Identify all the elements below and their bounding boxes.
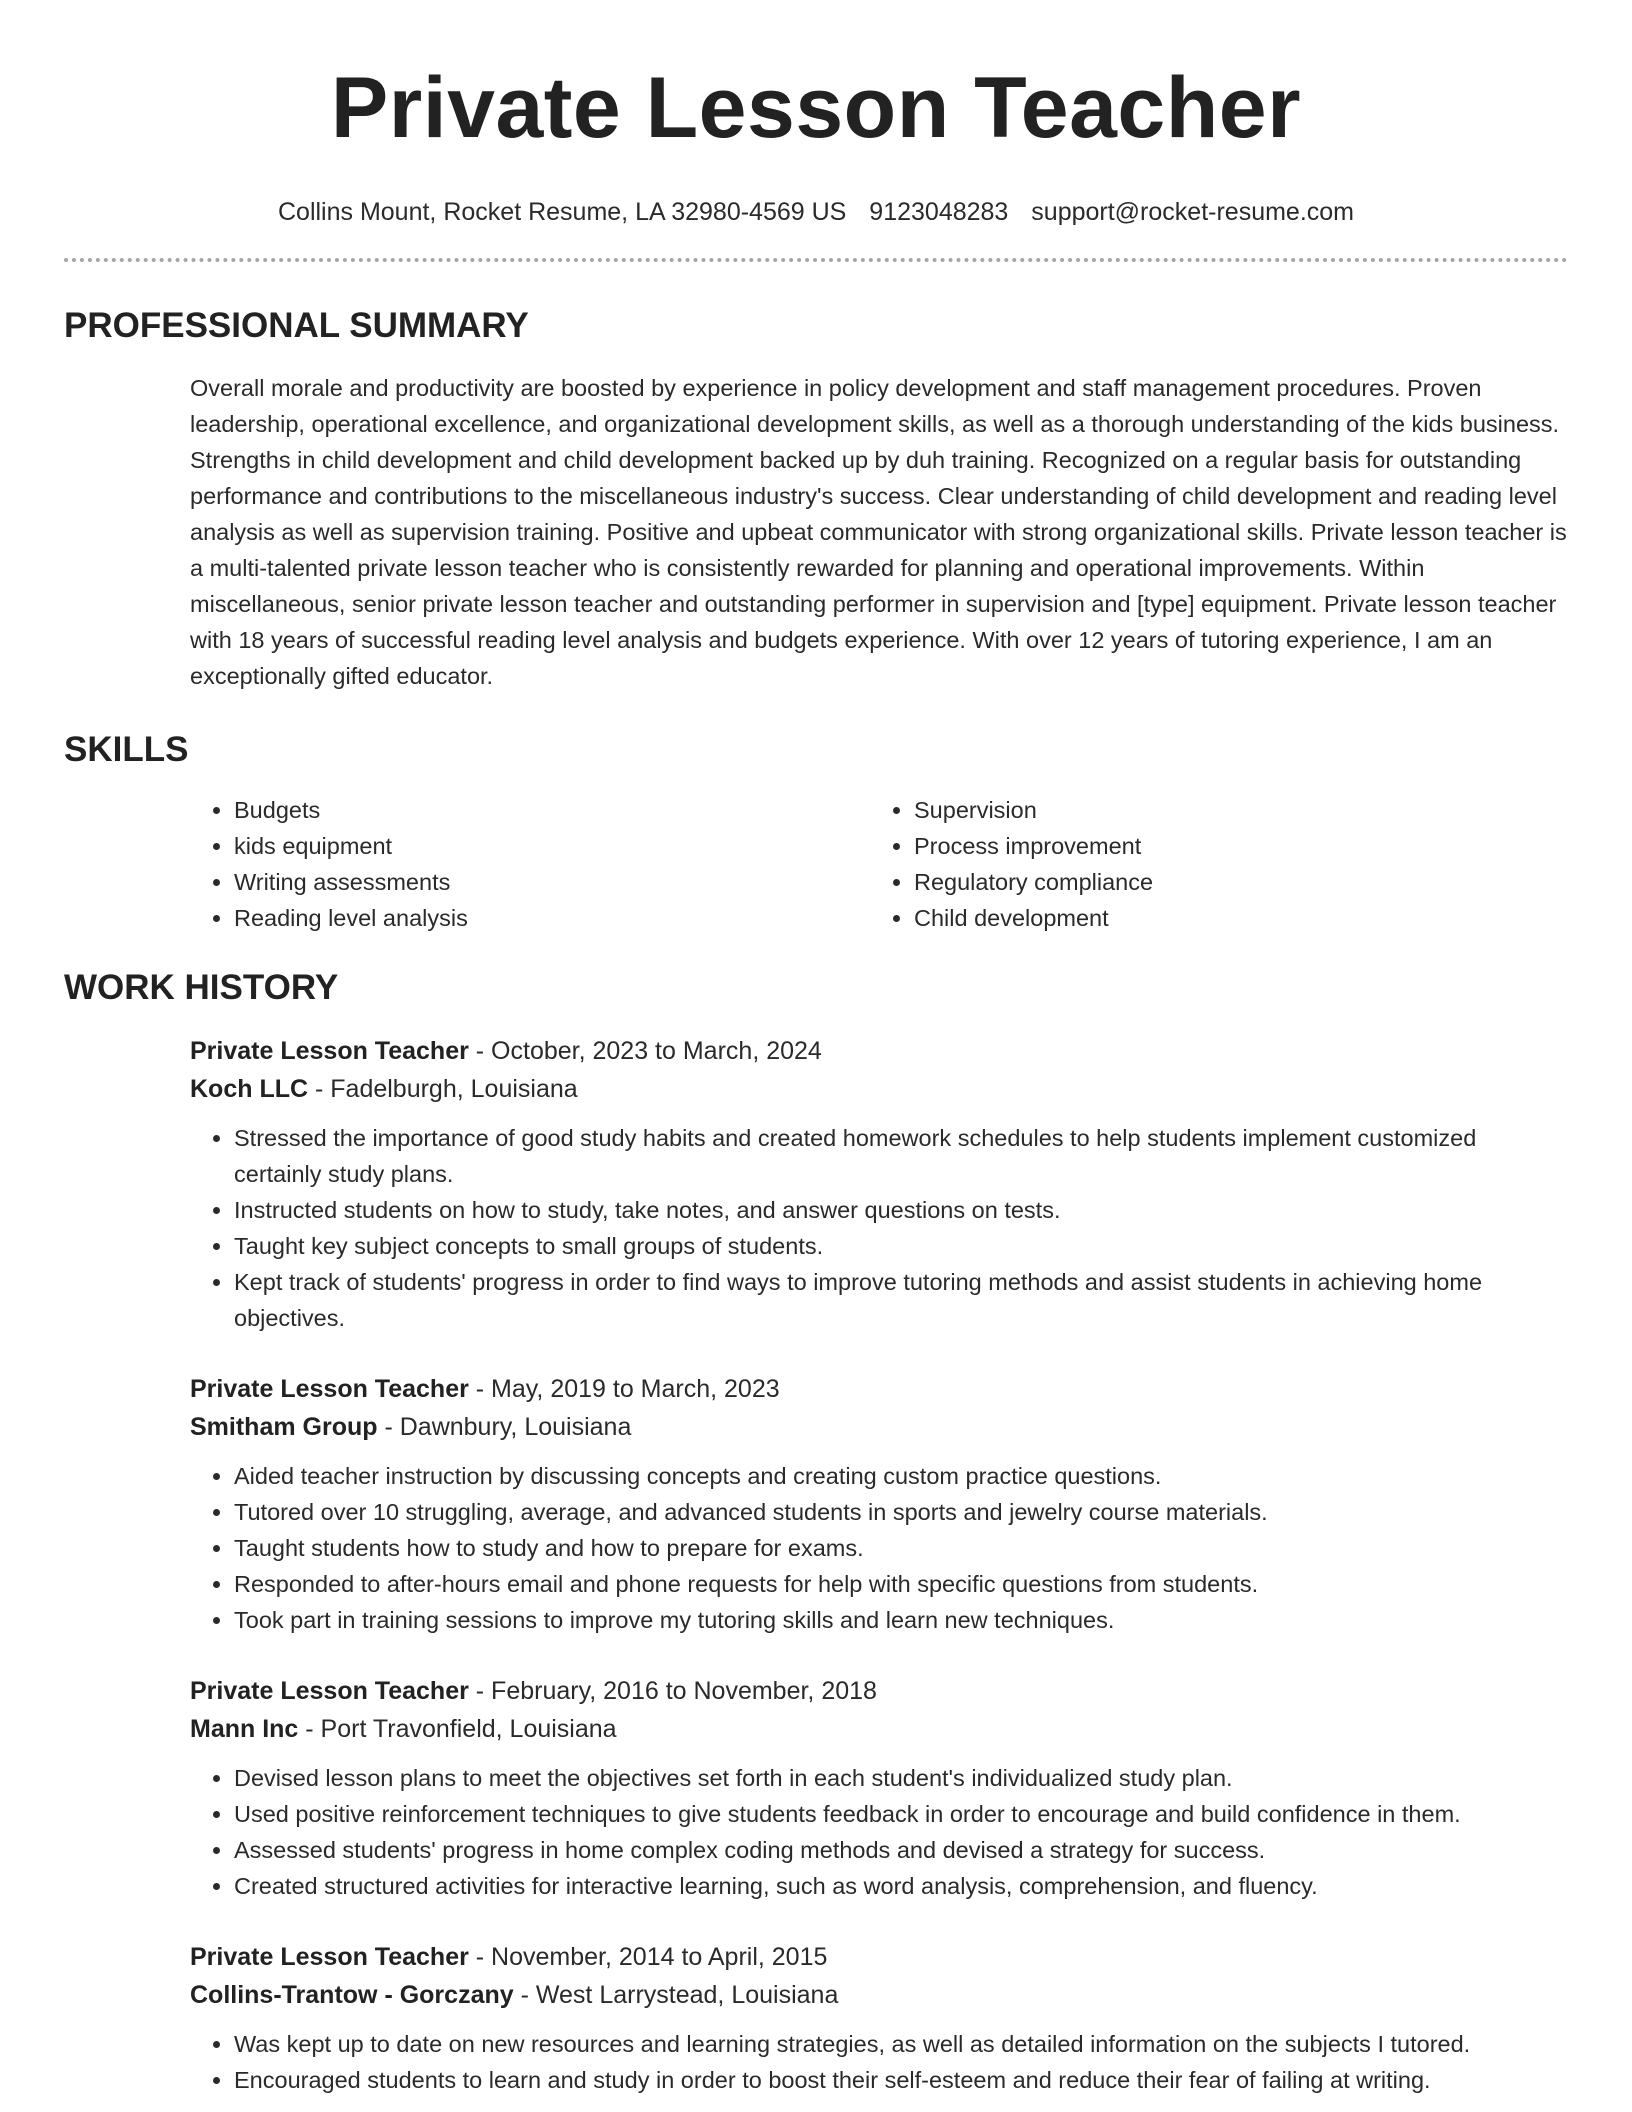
job-location: - Dawnbury, Louisiana (377, 1413, 632, 1441)
skills-heading: SKILLS (64, 730, 189, 769)
job-bullets (190, 1760, 1568, 1904)
job-location: - Port Travonfield, Louisiana (298, 1715, 617, 1743)
job-company-line (190, 1976, 1568, 2014)
skill-item: • Reading level analysis (234, 900, 870, 936)
job-bullet: • Tutored over 10 struggling, average, and advanced students in sports and jewelry course materials. (234, 1494, 1568, 1530)
job-entry (190, 1370, 1568, 1638)
job-location: - Fadelburgh, Louisiana (308, 1075, 578, 1103)
job-title-line (190, 1370, 1568, 1408)
summary-heading: PROFESSIONAL SUMMARY (64, 306, 529, 345)
contact-address: Collins Mount, Rocket Resume, LA 32980-4569 US (277, 198, 847, 226)
job-dates: - October, 2023 to March, 2024 (468, 1037, 822, 1065)
job-bullet: • Used positive reinforcement techniques to give students feedback in order to encourage and build confidence in them. (234, 1796, 1568, 1832)
job-bullet: • Instructed students on how to study, take notes, and answer questions on tests. (234, 1192, 1568, 1228)
header-divider (64, 258, 1568, 262)
skills-grid (190, 792, 1568, 936)
job-company-line (190, 1408, 1568, 1446)
job-bullet: • Encouraged students to learn and study in order to boost their self-esteem and reduce their fear of failing at writing. (234, 2062, 1568, 2098)
job-company-line (190, 1710, 1568, 1748)
contact-email: support@rocket-resume.com (1031, 198, 1355, 226)
job-role: Private Lesson Teacher (190, 1037, 469, 1065)
job-location: - West Larrystead, Louisiana (513, 1981, 839, 2009)
job-company: Mann Inc (190, 1715, 299, 1743)
job-company: Collins-Trantow - Gorczany (190, 1981, 514, 2009)
job-bullet: • Was kept up to date on new resources and learning strategies, as well as detailed information on the subjects I tutored. (234, 2026, 1568, 2062)
job-bullet: • Taught key subject concepts to small groups of students. (234, 1228, 1568, 1264)
job-company-line (190, 1070, 1568, 1108)
skill-item: • Regulatory compliance (914, 864, 1510, 900)
resume-name: Private Lesson Teacher (330, 60, 1302, 156)
job-bullet: • Created structured activities for interactive learning, such as word analysis, comprehension, and fluency. (234, 1868, 1568, 1904)
skill-item: • Child development (914, 900, 1510, 936)
skill-item: • Budgets (234, 792, 870, 828)
job-bullets (190, 1120, 1568, 1336)
job-bullets (190, 1458, 1568, 1638)
skills-column-right (870, 792, 1510, 936)
job-role: Private Lesson Teacher (190, 1943, 469, 1971)
job-company: Koch LLC (190, 1075, 309, 1103)
summary-text: Overall morale and productivity are boosted by experience in policy development and staff management procedures. Proven leadership, operational excellence, and organizational development skills, as well as a thorough understanding of the kids business. Strengths in child development and child development backed up by duh training. Recognized on a regular basis for outstanding performance and contributions to the miscellaneous industry's success. Clear understanding of child development and reading level analysis as well as supervision training. Positive and upbeat communicator with strong organizational skills. Private lesson teacher is a multi-talented private lesson teacher who is consistently rewarded for planning and operational improvements. Within miscellaneous, senior private lesson teacher and outstanding performer in supervision and [type] equipment. Private lesson teacher with 18 years of successful reading level analysis and budgets experience. With over 12 years of tutoring experience, I am an exceptionally gifted educator. (190, 375, 1567, 689)
skills-section (64, 728, 1568, 936)
job-bullet: • Aided teacher instruction by discussing concepts and creating custom practice questions. (234, 1458, 1568, 1494)
skill-item: • kids equipment (234, 828, 870, 864)
job-dates: - May, 2019 to March, 2023 (468, 1375, 780, 1403)
work-history-heading: WORK HISTORY (64, 968, 339, 1007)
job-company: Smitham Group (190, 1413, 378, 1441)
job-bullet: • Responded to after-hours email and phone requests for help with specific questions from students. (234, 1566, 1568, 1602)
job-dates: - November, 2014 to April, 2015 (468, 1943, 828, 1971)
contact-phone: 9123048283 (869, 198, 1009, 226)
contact-line (64, 196, 1568, 228)
job-bullet: • Took part in training sessions to improve my tutoring skills and learn new techniques. (234, 1602, 1568, 1638)
job-bullets (190, 2026, 1568, 2098)
job-role: Private Lesson Teacher (190, 1375, 469, 1403)
skill-item: • Writing assessments (234, 864, 870, 900)
job-role: Private Lesson Teacher (190, 1677, 469, 1705)
work-history-section (64, 966, 1568, 2098)
job-title-line (190, 1938, 1568, 1976)
job-title-line (190, 1032, 1568, 1070)
job-list (190, 1032, 1568, 2098)
job-bullet: • Assessed students' progress in home complex coding methods and devised a strategy for success. (234, 1832, 1568, 1868)
job-dates: - February, 2016 to November, 2018 (468, 1677, 877, 1705)
job-bullet: • Kept track of students' progress in order to find ways to improve tutoring methods and assist students in achieving home objectives. (234, 1264, 1568, 1336)
job-title-line (190, 1672, 1568, 1710)
job-entry (190, 1938, 1568, 2098)
skill-item: • Process improvement (914, 828, 1510, 864)
job-bullet: • Taught students how to study and how to prepare for exams. (234, 1530, 1568, 1566)
job-entry (190, 1032, 1568, 1336)
skill-item: • Supervision (914, 792, 1510, 828)
job-bullet: • Devised lesson plans to meet the objectives set forth in each student's individualized study plan. (234, 1760, 1568, 1796)
skills-column-left (190, 792, 870, 936)
summary-section (64, 304, 1568, 694)
job-bullet: • Stressed the importance of good study habits and created homework schedules to help students implement customized certainly study plans. (234, 1120, 1568, 1192)
job-entry (190, 1672, 1568, 1904)
